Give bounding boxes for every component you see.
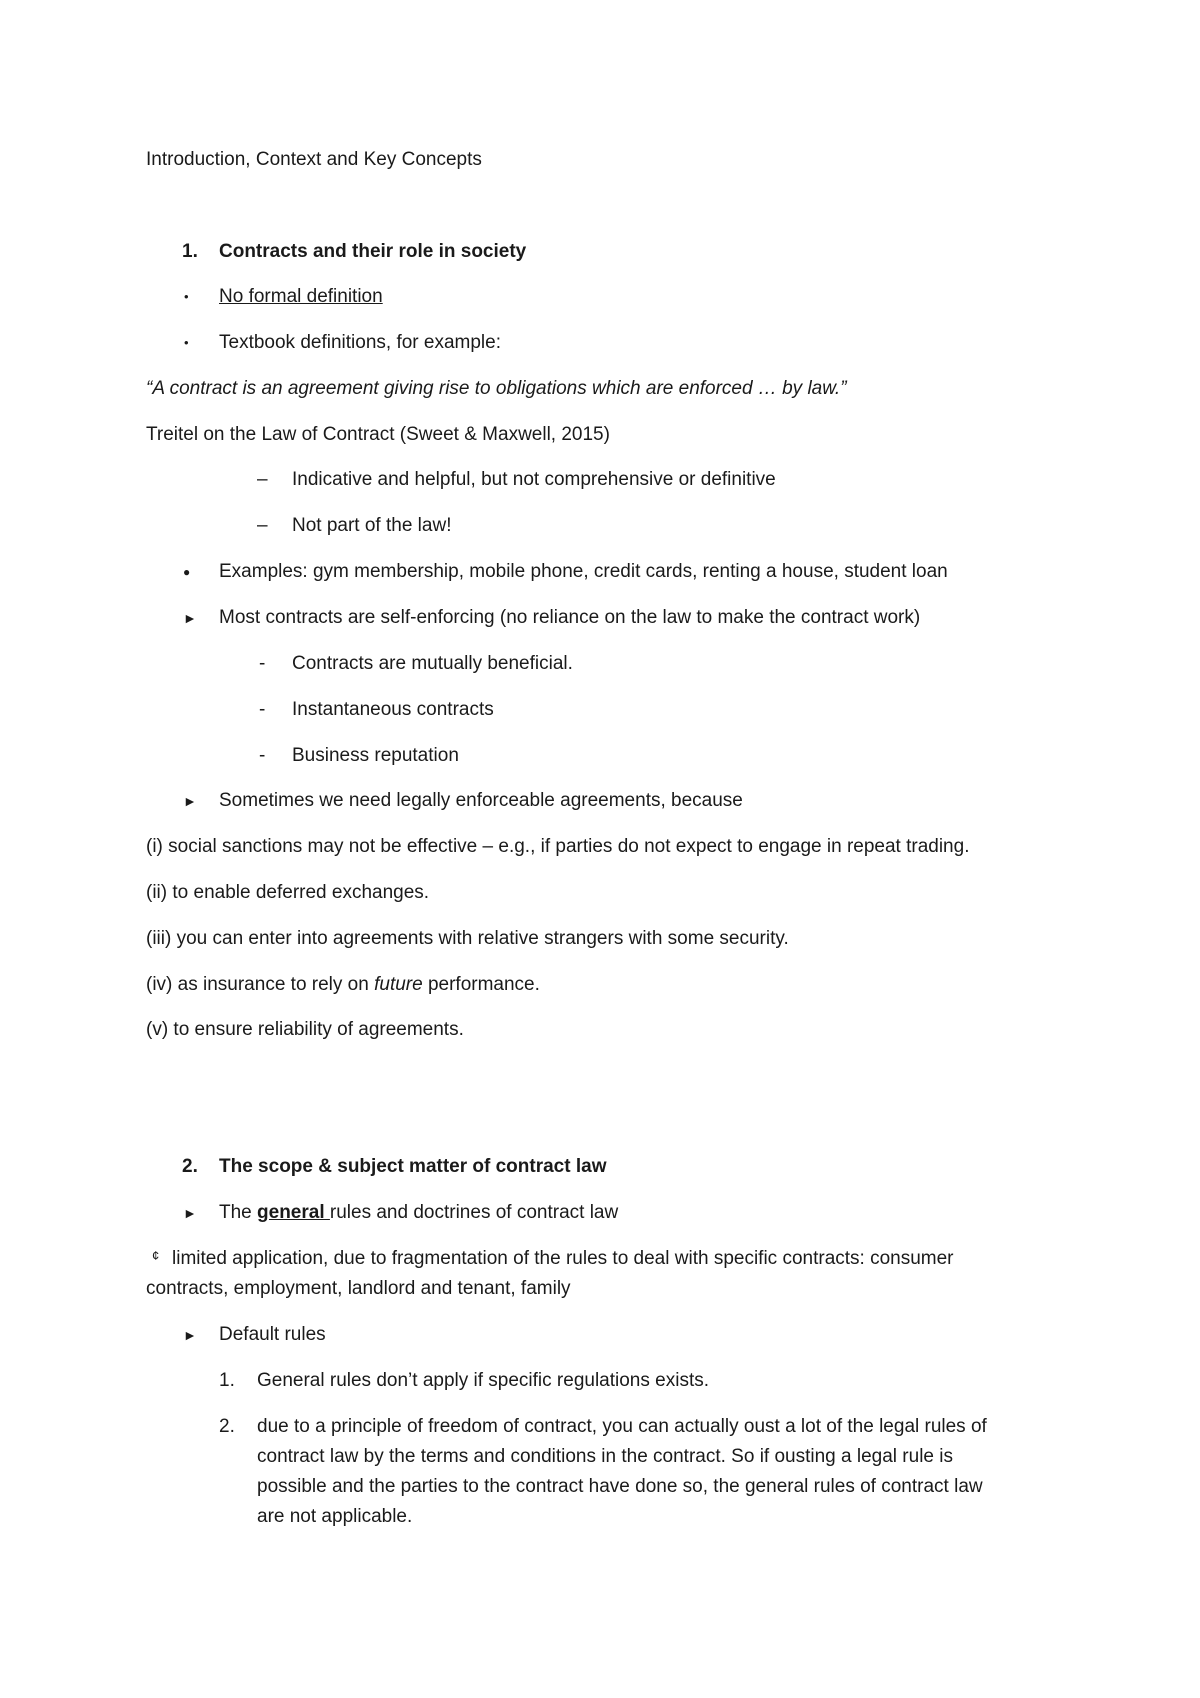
hyphen-marker: - — [259, 745, 266, 766]
definition-quote: “A contract is an agreement giving rise to obligations which are enforced … by law.” — [146, 378, 847, 399]
general-rules-pre: The — [219, 1202, 258, 1223]
bullet-textbook-definitions: Textbook definitions, for example: — [219, 332, 501, 353]
hyphen-item-business-reputation: Business reputation — [292, 745, 459, 766]
reason-iv-pre: (iv) as insurance to rely on — [146, 974, 375, 995]
arrow-item-default-rules: Default rules — [219, 1324, 326, 1345]
reason-iv-emphasis: future — [374, 974, 423, 995]
dash-marker: – — [257, 515, 268, 536]
limited-application-line-2: contracts, employment, landlord and tenant, family — [146, 1278, 571, 1299]
numbered-item-2-line-2: contract law by the terms and conditions in the contract. So if ousting a legal rule is — [257, 1446, 953, 1467]
reason-iv — [146, 973, 540, 997]
section-2-heading: The scope & subject matter of contract law — [219, 1156, 607, 1177]
bullet-icon: • — [184, 289, 189, 304]
reason-v: (v) to ensure reliability of agreements. — [146, 1019, 464, 1040]
section-2-number: 2. — [182, 1156, 198, 1177]
bullet-icon: ● — [183, 565, 191, 579]
dash-item-not-part-of-law: Not part of the law! — [292, 515, 452, 536]
dash-item-indicative: Indicative and helpful, but not comprehensive or definitive — [292, 469, 776, 490]
bullet-no-formal-definition: No formal definition — [219, 286, 383, 307]
citation: Treitel on the Law of Contract (Sweet & Maxwell, 2015) — [146, 424, 610, 445]
arrow-item-general-rules — [219, 1201, 618, 1225]
numbered-marker-2: 2. — [219, 1416, 235, 1437]
arrow-bullet-icon: ► — [183, 793, 197, 809]
general-rules-emphasis: general — [257, 1202, 330, 1223]
general-rules-post: rules and doctrines of contract law — [329, 1202, 619, 1223]
numbered-item-2-line-3: possible and the parties to the contract have done so, the general rules of contract law — [257, 1476, 983, 1497]
arrow-item-self-enforcing: Most contracts are self-enforcing (no reliance on the law to make the contract work) — [219, 607, 921, 628]
arrow-bullet-icon: ► — [183, 1327, 197, 1343]
reason-iii: (iii) you can enter into agreements with relative strangers with some security. — [146, 928, 789, 949]
reason-i: (i) social sanctions may not be effective – e.g., if parties do not expect to engage in repeat trading. — [146, 836, 970, 857]
hyphen-marker: - — [259, 699, 266, 720]
examples-line: Examples: gym membership, mobile phone, credit cards, renting a house, student loan — [219, 561, 948, 582]
section-1-number: 1. — [182, 241, 198, 262]
symbol-marker-icon: ¢ — [152, 1248, 160, 1263]
reason-iv-post: performance. — [422, 974, 540, 995]
doc-title: Introduction, Context and Key Concepts — [146, 149, 482, 170]
numbered-item-1: General rules don’t apply if specific regulations exists. — [257, 1370, 710, 1391]
hyphen-item-mutually-beneficial: Contracts are mutually beneficial. — [292, 653, 573, 674]
numbered-marker-1: 1. — [219, 1370, 235, 1391]
arrow-item-sometimes: Sometimes we need legally enforceable agreements, because — [219, 790, 743, 811]
arrow-bullet-icon: ► — [183, 610, 197, 626]
numbered-item-2-line-1: due to a principle of freedom of contract, you can actually oust a lot of the legal rules of — [257, 1416, 987, 1437]
section-1-heading: Contracts and their role in society — [219, 241, 527, 262]
dash-marker: – — [257, 469, 268, 490]
hyphen-marker: - — [259, 653, 266, 674]
limited-application-line-1: limited application, due to fragmentation of the rules to deal with specific contracts: consumer — [172, 1248, 954, 1269]
reason-ii: (ii) to enable deferred exchanges. — [146, 882, 430, 903]
hyphen-item-instantaneous: Instantaneous contracts — [292, 699, 494, 720]
bullet-icon: • — [184, 335, 189, 350]
numbered-item-2-line-4: are not applicable. — [257, 1506, 413, 1527]
arrow-bullet-icon: ► — [183, 1205, 197, 1221]
